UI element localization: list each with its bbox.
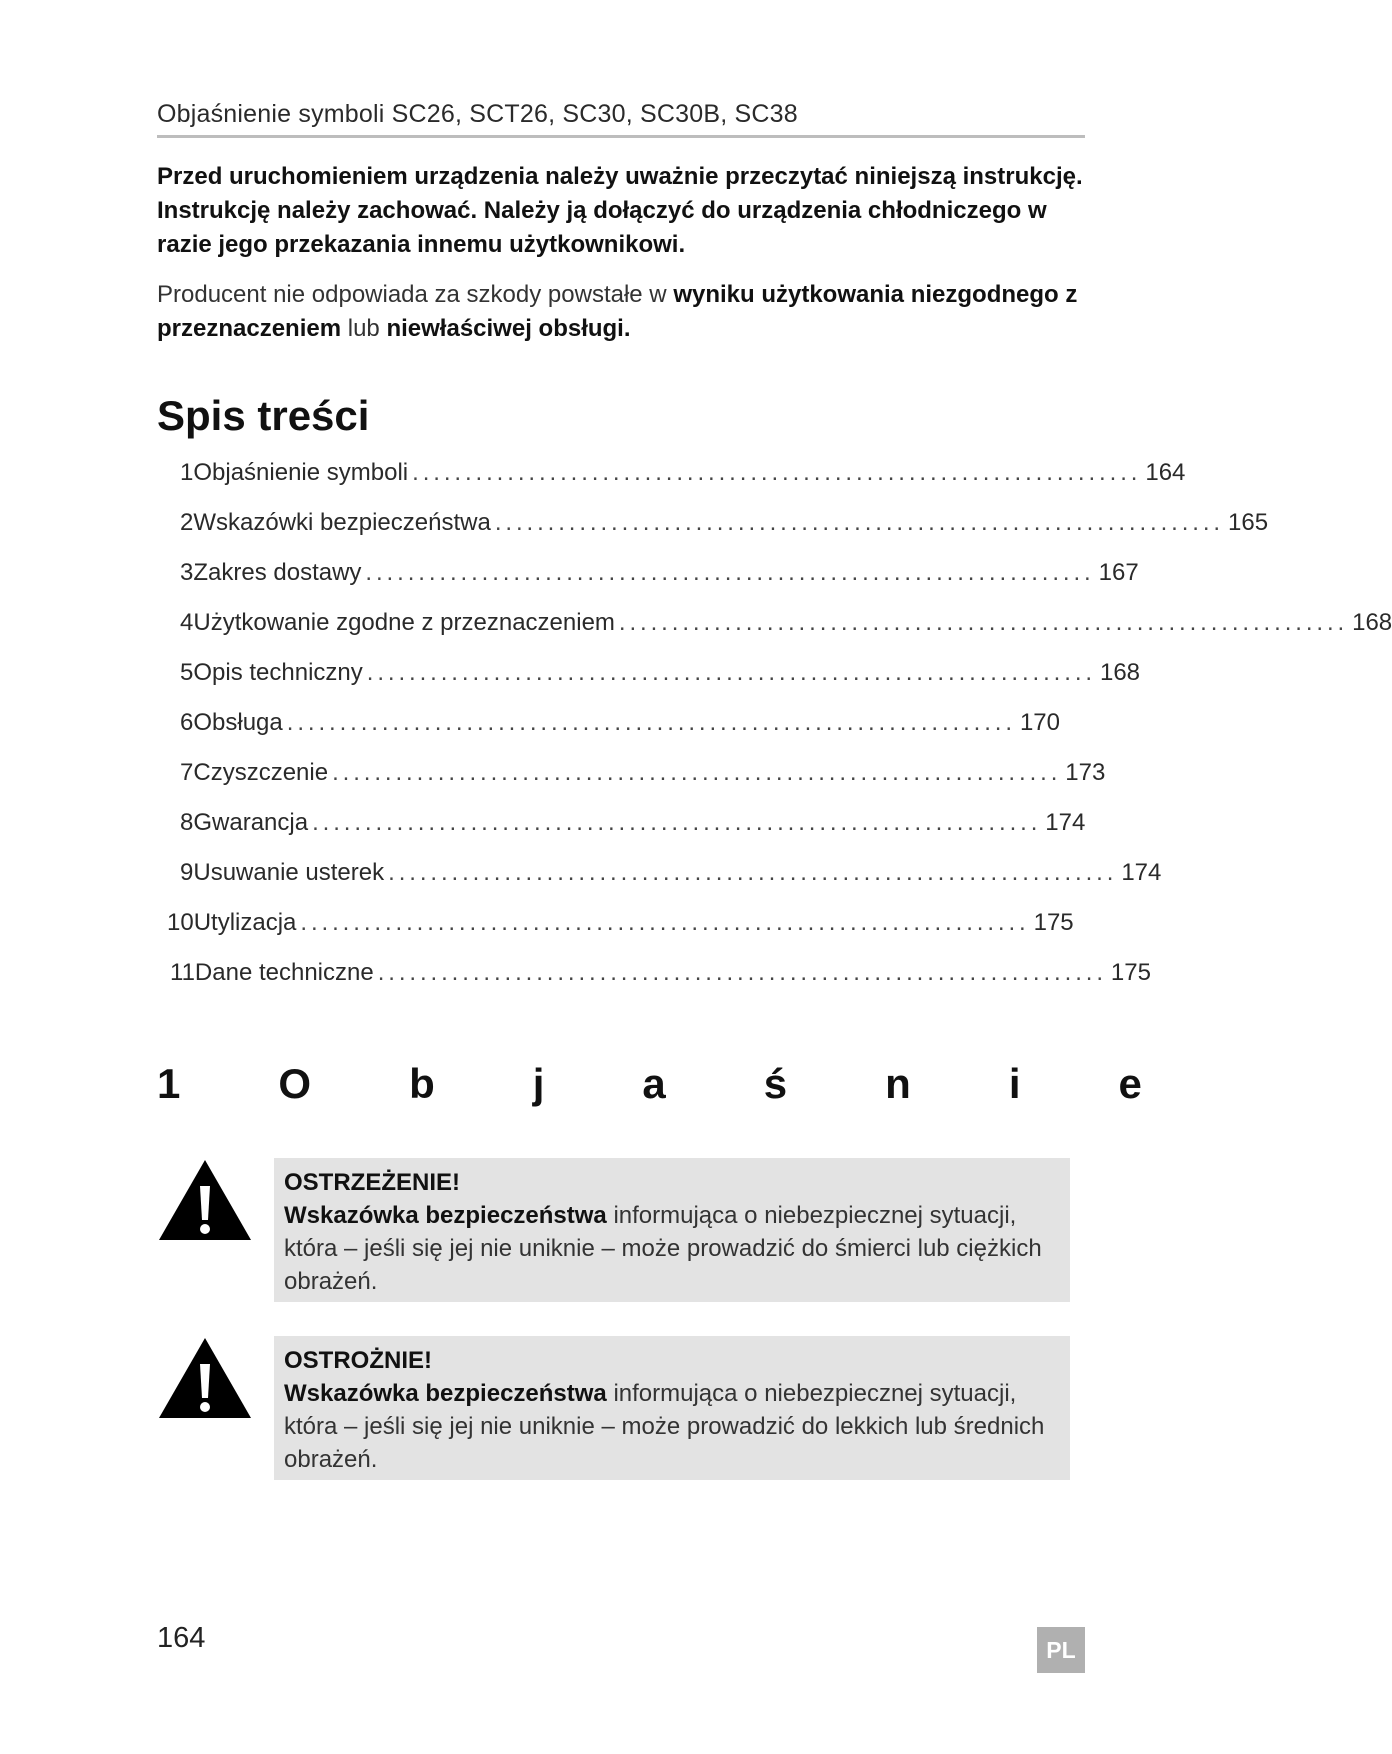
running-header: Objaśnienie symboli SC26, SCT26, SC30, SC30B, SC38 <box>157 100 1085 138</box>
toc-item-label: Obsługa <box>193 709 283 736</box>
toc-leader-dots: ..................................................................... <box>494 509 1225 536</box>
language-badge: PL <box>1037 1627 1085 1673</box>
liability-bold-1: wyniku użytkowania niezgodnego z przeznaczeniem <box>157 281 1078 342</box>
toc-leader-dots: ..................................................................... <box>377 959 1107 986</box>
toc-leader-dots: ..................................................................... <box>388 859 1118 886</box>
toc-leader-dots: ..................................................................... <box>412 459 1142 486</box>
toc-item[interactable] <box>180 809 1086 843</box>
liability-text-2: lub <box>341 315 387 342</box>
toc-item[interactable] <box>170 959 1151 993</box>
toc-leader-dots: ..................................................................... <box>332 759 1062 786</box>
toc-item[interactable] <box>180 709 1060 743</box>
toc-item[interactable] <box>180 609 1392 643</box>
toc-item-page: 174 <box>1045 809 1086 836</box>
warning-triangle-icon <box>157 1158 253 1242</box>
warning-text: informująca o niebezpiecznej sytuacji, która – jeśli się jej nie uniknie – może prowadzić do śmierci lub ciężkich obrażeń. <box>284 1202 1042 1295</box>
caution-box <box>274 1336 1070 1480</box>
caution-text: informująca o niebezpiecznej sytuacji, która – jeśli się jej nie uniknie – może prowadzić do lekkich lub średnich obrażeń. <box>284 1380 1045 1473</box>
warning-title: OSTRZEŻENIE! <box>284 1169 461 1196</box>
heading-char: e <box>1118 1060 1142 1107</box>
toc-item-label: Wskazówki bezpieczeństwa <box>193 509 491 536</box>
heading-char: a <box>642 1060 666 1107</box>
toc-item-number: 8 <box>180 809 194 836</box>
page-number: 164 <box>157 1622 206 1654</box>
toc-item-page: 165 <box>1228 509 1269 536</box>
toc-item[interactable] <box>167 909 1074 943</box>
liability-text-1: Producent nie odpowiada za szkody powstałe w <box>157 281 674 308</box>
caution-lead: Wskazówka bezpieczeństwa <box>284 1380 607 1407</box>
toc-item-label: Zakres dostawy <box>193 559 362 586</box>
heading-char: n <box>885 1060 911 1107</box>
warning-box <box>274 1158 1070 1302</box>
toc-item[interactable] <box>180 459 1186 493</box>
toc-item-page: 175 <box>1110 959 1151 986</box>
toc-item-number: 11 <box>170 959 195 986</box>
toc-leader-dots: ..................................................................... <box>618 609 1349 636</box>
toc-leader-dots: ..................................................................... <box>366 659 1096 686</box>
heading-char: b <box>409 1060 435 1107</box>
toc-item-label: Użytkowanie zgodne z przeznaczeniem <box>193 609 615 636</box>
toc-item[interactable] <box>180 509 1269 543</box>
toc-leader-dots: ..................................................................... <box>286 709 1016 736</box>
heading-char: j <box>532 1060 545 1107</box>
toc-item-number: 6 <box>180 709 194 736</box>
toc-item-number: 4 <box>180 609 194 636</box>
heading-char: ś <box>763 1060 788 1107</box>
toc-item-page: 174 <box>1121 859 1162 886</box>
section-heading <box>157 1060 1142 1108</box>
toc-item-page: 170 <box>1019 709 1060 736</box>
toc-item-page: 168 <box>1099 659 1141 686</box>
toc-item[interactable] <box>180 559 1139 593</box>
toc-item[interactable] <box>180 759 1106 793</box>
toc-item[interactable] <box>180 859 1162 893</box>
toc-item-label: Dane techniczne <box>194 959 374 986</box>
heading-char: 1 <box>157 1060 181 1107</box>
toc-item-number: 9 <box>180 859 194 886</box>
toc-item-number: 7 <box>180 759 194 786</box>
toc-item-number: 1 <box>180 459 194 486</box>
caution-title: OSTROŻNIE! <box>284 1347 432 1374</box>
toc-item-number: 5 <box>180 659 194 686</box>
toc-item[interactable] <box>180 659 1141 693</box>
toc-leader-dots: ..................................................................... <box>300 909 1030 936</box>
toc-item-label: Czyszczenie <box>193 759 329 786</box>
toc-item-label: Objaśnienie symboli <box>193 459 409 486</box>
liability-note <box>157 278 1085 346</box>
toc-item-page: 164 <box>1145 459 1186 486</box>
toc-item-page: 167 <box>1098 559 1139 586</box>
liability-bold-2: niewłaściwej obsługi. <box>386 315 631 342</box>
heading-char: O <box>278 1060 312 1107</box>
toc-item-page: 173 <box>1065 759 1106 786</box>
intro-paragraph: Przed uruchomieniem urządzenia należy uważnie przeczytać niniejszą instrukcję. Instrukcję należy zachować. Należy ją dołączyć do urządzenia chłodniczego w razie jego przekazania innemu użytkownikowi. <box>157 163 1083 258</box>
toc-item-label: Gwarancja <box>193 809 309 836</box>
toc-leader-dots: ..................................................................... <box>365 559 1095 586</box>
toc-item-label: Usuwanie usterek <box>193 859 385 886</box>
caution-triangle-icon <box>157 1336 253 1420</box>
toc-item-number: 10 <box>167 909 194 936</box>
toc-item-page: 175 <box>1033 909 1074 936</box>
toc-item-page: 168 <box>1352 609 1392 636</box>
toc-leader-dots: ..................................................................... <box>312 809 1042 836</box>
heading-char: i <box>1008 1060 1021 1107</box>
toc-item-number: 3 <box>180 559 194 586</box>
toc-item-label: Opis techniczny <box>193 659 363 686</box>
toc-item-label: Utylizacja <box>193 909 297 936</box>
toc-item-number: 2 <box>180 509 194 536</box>
warning-lead: Wskazówka bezpieczeństwa <box>284 1202 607 1229</box>
toc-title: Spis treści <box>157 392 370 439</box>
